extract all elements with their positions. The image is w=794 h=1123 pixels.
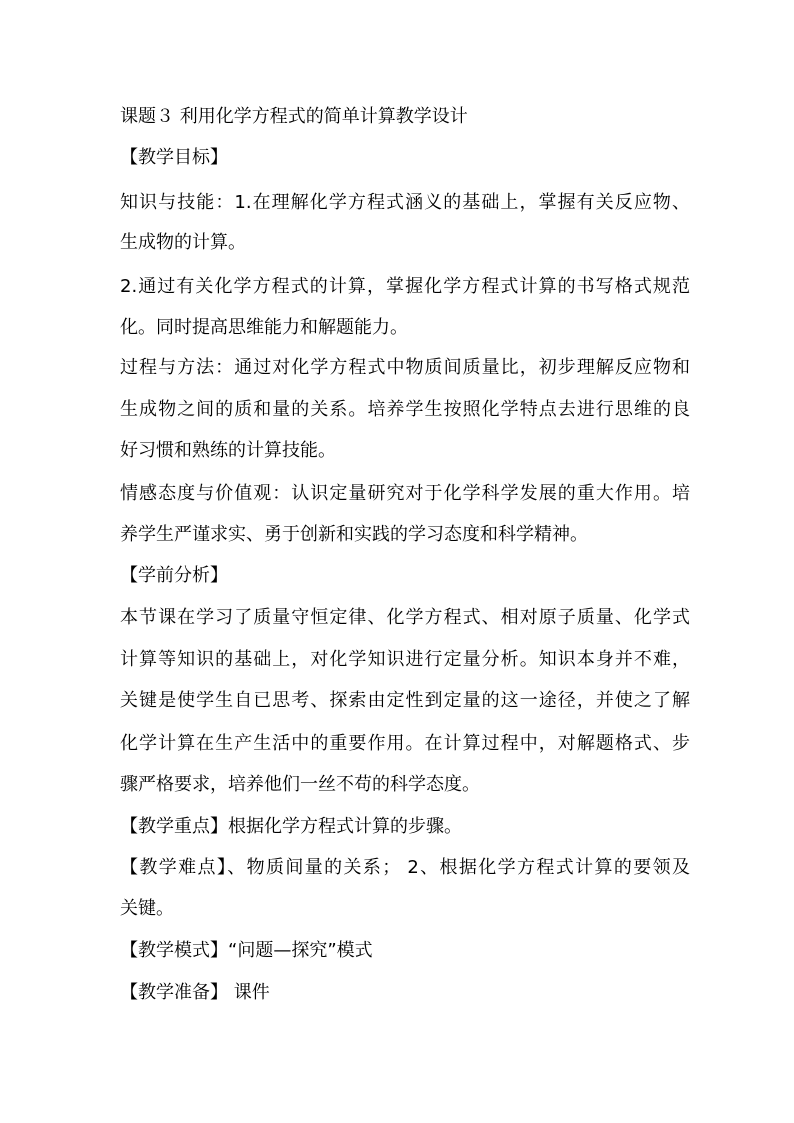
paragraph-line: 生成物的计算。 xyxy=(120,232,246,253)
teaching-focus: 【教学重点】根据化学方程式计算的步骤。 xyxy=(120,816,462,837)
paragraph-line: 关键是使学生自已思考、探索由定性到定量的这一途径，并使之了解 xyxy=(120,690,690,711)
section-heading-preanalysis: 【学前分析】 xyxy=(120,565,228,586)
paragraph-line: 好习惯和熟练的计算技能。 xyxy=(120,440,336,461)
paragraph-line: 生成物之间的质和量的关系。培养学生按照化学特点去进行思维的良 xyxy=(120,399,690,420)
paragraph-line: 本节课在学习了质量守恒定律、化学方程式、相对原子质量、化学式 xyxy=(120,607,690,628)
paragraph-line: 化。同时提高思维能力和解题能力。 xyxy=(120,317,408,338)
teaching-difficulty: 【教学难点】、物质间量的关系； 2、根据化学方程式计算的要领及 xyxy=(120,857,690,878)
teaching-preparation: 【教学准备】 课件 xyxy=(120,982,270,1003)
paragraph-line: 计算等知识的基础上，对化学知识进行定量分析。知识本身并不难， xyxy=(120,649,690,670)
paragraph-line: 知识与技能：1.在理解化学方程式涵义的基础上，掌握有关反应物、 xyxy=(120,192,690,213)
paragraph-line: 骤严格要求，培养他们一丝不苟的科学态度。 xyxy=(120,774,480,795)
document-title: 课题３ 利用化学方程式的简单计算教学设计 xyxy=(120,106,468,127)
paragraph-line: 情感态度与价值观：认识定量研究对于化学科学发展的重大作用。培 xyxy=(120,483,690,504)
paragraph-line: 关键。 xyxy=(120,898,174,919)
paragraph-line: 化学计算在生产生活中的重要作用。在计算过程中，对解题格式、步 xyxy=(120,733,690,754)
paragraph-line: 养学生严谨求实、勇于创新和实践的学习态度和科学精神。 xyxy=(120,524,588,545)
section-heading-objectives: 【教学目标】 xyxy=(120,147,228,168)
paragraph-line: 2.通过有关化学方程式的计算，掌握化学方程式计算的书写格式规范 xyxy=(120,276,690,297)
paragraph-line: 过程与方法：通过对化学方程式中物质间质量比，初步理解反应物和 xyxy=(120,357,690,378)
teaching-mode: 【教学模式】“问题—探究”模式 xyxy=(120,940,373,961)
